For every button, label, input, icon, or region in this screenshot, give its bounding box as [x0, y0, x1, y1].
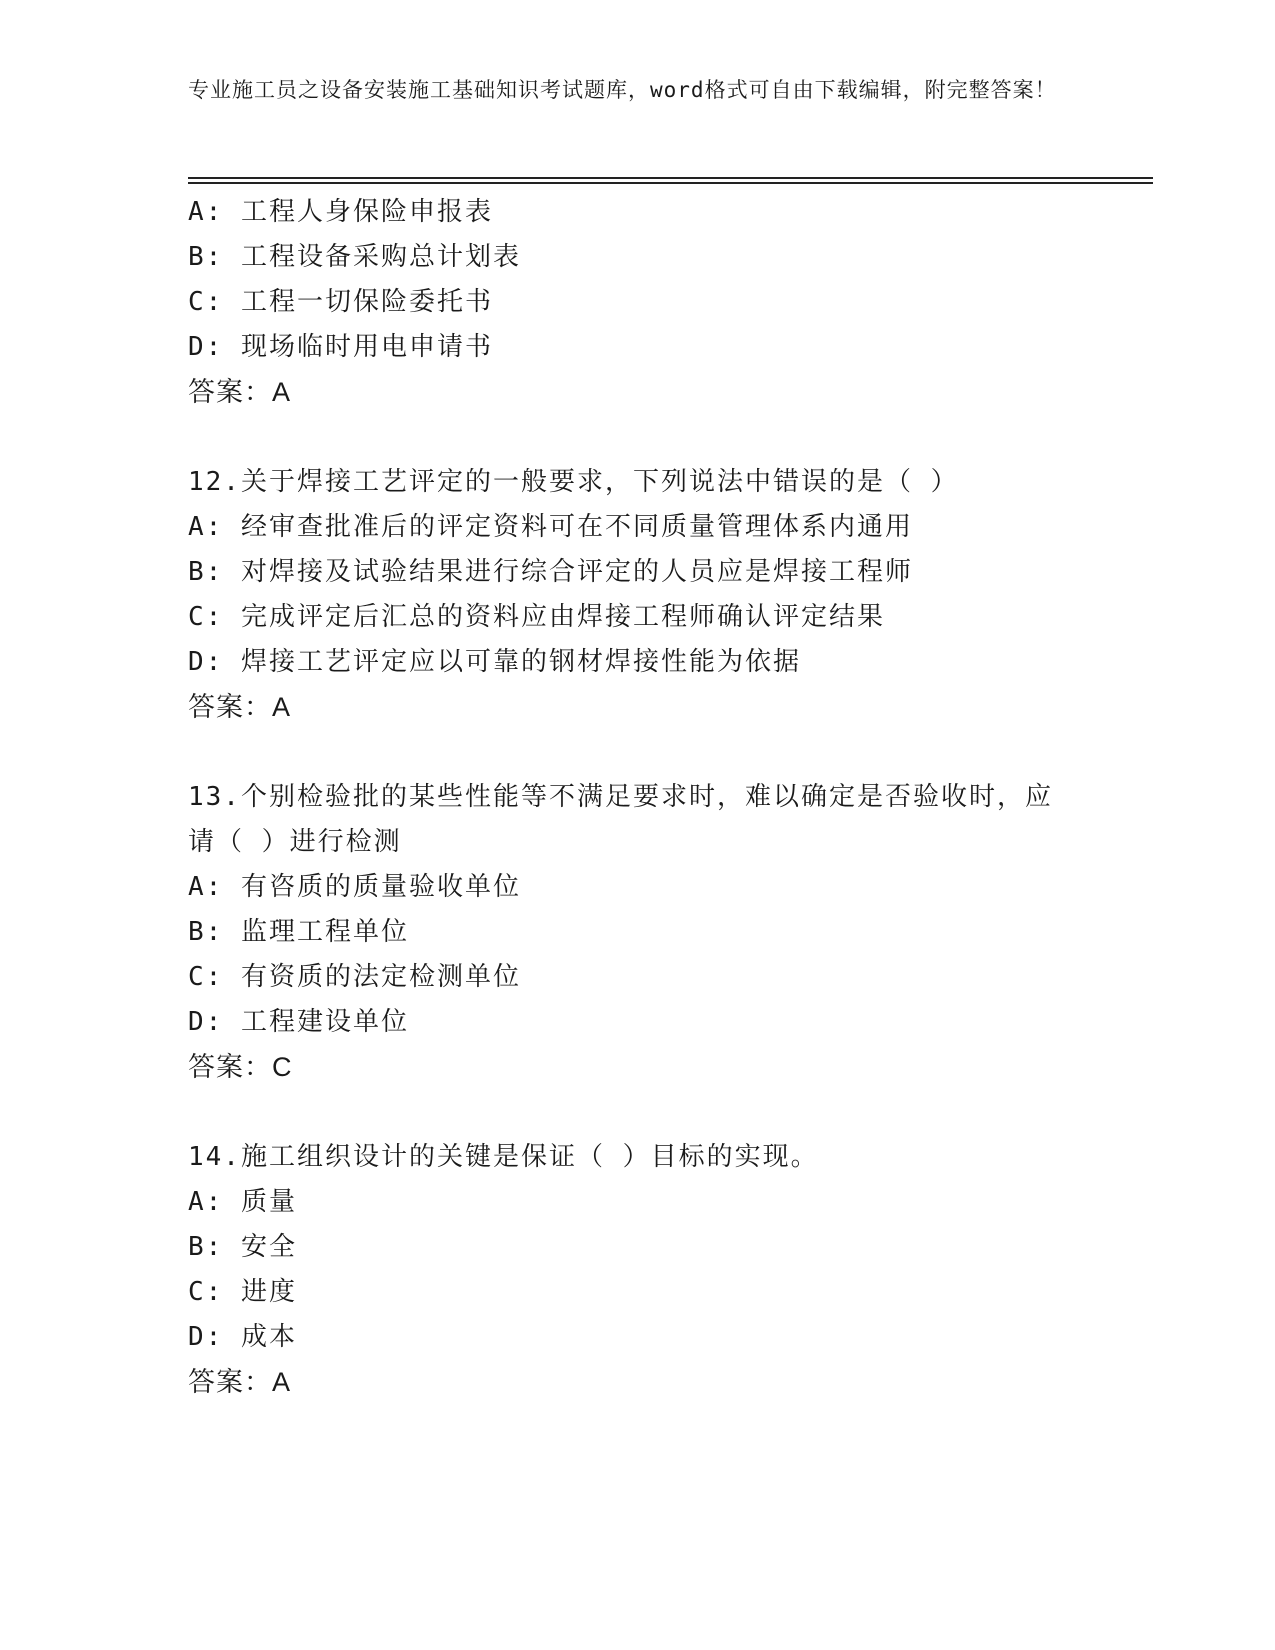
question-text-line-2: 请（ ）进行检测	[188, 827, 402, 857]
option-c: C: 有资质的法定检测单位	[188, 962, 521, 992]
option-a: A: 工程人身保险申报表	[188, 197, 493, 227]
option-b: B: 工程设备采购总计划表	[188, 242, 521, 272]
divider-rule-top	[188, 177, 1153, 179]
question-block-11	[188, 190, 1088, 415]
answer-line: 答案：A	[188, 377, 292, 407]
option-d: D: 工程建设单位	[188, 1007, 409, 1037]
option-a: A: 经审查批准后的评定资料可在不同质量管理体系内通用	[188, 512, 913, 542]
option-d: D: 现场临时用电申请书	[188, 332, 493, 362]
divider-rule-bottom	[188, 182, 1153, 184]
question-text-line-1: 13.个别检验批的某些性能等不满足要求时，难以确定是否验收时，应	[188, 782, 1053, 812]
option-a: A: 有咨质的质量验收单位	[188, 872, 521, 902]
option-b: B: 监理工程单位	[188, 917, 409, 947]
option-c: C: 进度	[188, 1277, 297, 1307]
answer-line: 答案：A	[188, 692, 292, 722]
option-b: B: 对焊接及试验结果进行综合评定的人员应是焊接工程师	[188, 557, 913, 587]
question-list	[188, 190, 1088, 1450]
question-block-13	[188, 775, 1088, 1090]
option-a: A: 质量	[188, 1187, 297, 1217]
question-text: 12.关于焊接工艺评定的一般要求，下列说法中错误的是（ ）	[188, 467, 959, 497]
question-block-14	[188, 1135, 1088, 1405]
answer-line: 答案：C	[188, 1052, 293, 1082]
question-text: 14.施工组织设计的关键是保证（ ）目标的实现。	[188, 1142, 819, 1172]
option-b: B: 安全	[188, 1232, 297, 1262]
option-c: C: 工程一切保险委托书	[188, 287, 493, 317]
option-d: D: 焊接工艺评定应以可靠的钢材焊接性能为依据	[188, 647, 801, 677]
answer-line: 答案：A	[188, 1367, 292, 1397]
option-c: C: 完成评定后汇总的资料应由焊接工程师确认评定结果	[188, 602, 885, 632]
option-d: D: 成本	[188, 1322, 297, 1352]
question-block-12	[188, 460, 1088, 730]
document-intro: 专业施工员之设备安装施工基础知识考试题库，word格式可自由下载编辑，附完整答案！	[188, 78, 1057, 102]
